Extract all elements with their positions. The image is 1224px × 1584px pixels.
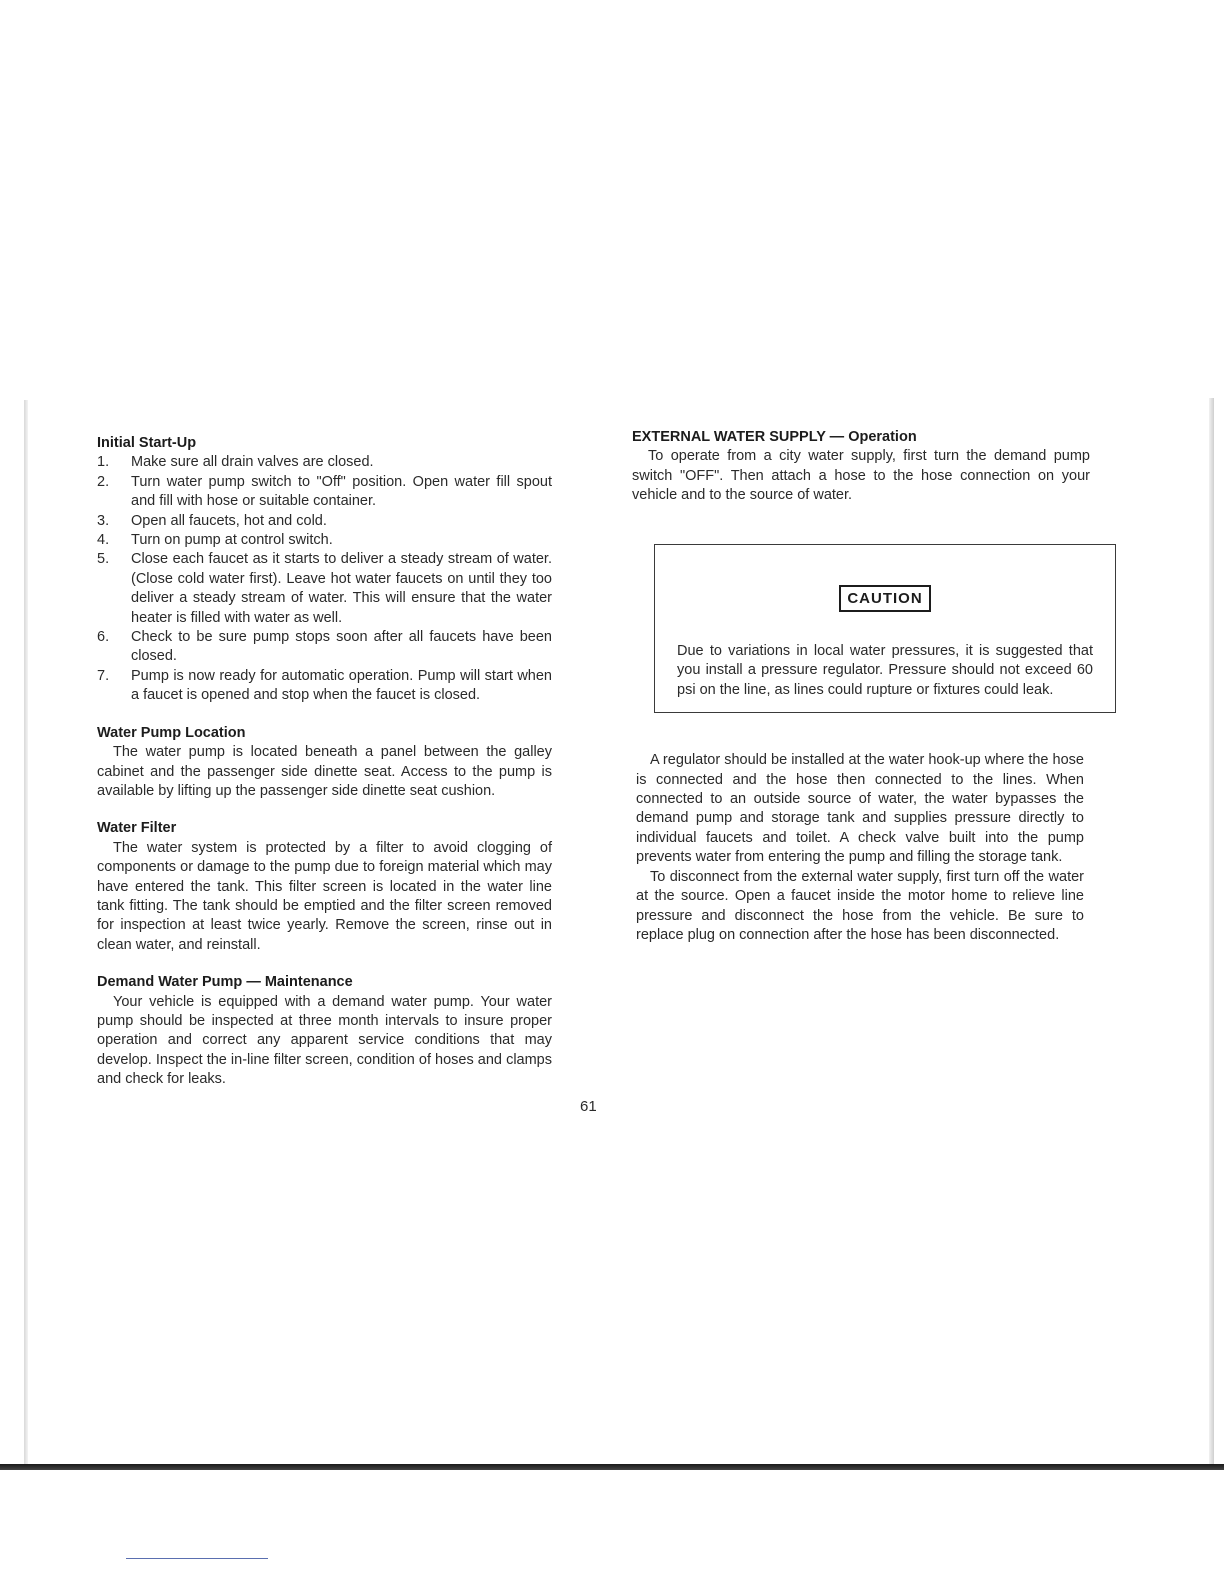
list-item: 1. Make sure all drain valves are closed.: [97, 454, 374, 471]
pump-location-heading: Water Pump Location: [97, 724, 246, 741]
page-left-edge-shadow: [24, 400, 28, 1465]
caution-text: Due to variations in local water pressures, it is suggested that you install a pressure regulator. Pressure should not exceed 60 psi on the line, as lines could rupture or fixtures could leak.: [677, 643, 1093, 698]
page-right-edge-shadow: [1209, 398, 1214, 1468]
water-filter-heading: Water Filter: [97, 820, 177, 837]
bottom-edge-bar: [0, 1464, 1224, 1470]
list-item: 5. Close each faucet as it starts to deliver a steady stream of water. (Close cold water first). Leave hot water faucets on until they too deliver a steady stream of water. This will ensure that the water heater is filled with water as well.: [97, 551, 552, 626]
list-item: 3. Open all faucets, hot and cold.: [97, 512, 327, 529]
initial-startup-section: [97, 434, 552, 706]
caution-box: [654, 544, 1116, 714]
right-column: [632, 428, 1093, 945]
water-filter-section: [97, 819, 552, 955]
maintenance-text: Your vehicle is equipped with a demand water pump. Your water pump should be inspected at three month intervals to insure proper operation and correct any apparent service conditions that may develop. Inspect the in-line filter screen, condition of hoses and clamps and check for leaks.: [97, 993, 552, 1088]
list-item: 2. Turn water pump switch to "Off" position. Open water fill spout and fill with hose or suitable container.: [97, 473, 552, 510]
maintenance-section: [97, 973, 552, 1089]
list-item: 6. Check to be sure pump stops soon after all faucets have been closed.: [97, 629, 552, 665]
startup-steps-list: [97, 453, 552, 705]
initial-startup-heading: Initial Start-Up: [97, 435, 197, 451]
page-number: 61: [580, 1098, 597, 1115]
external-supply-text: To operate from a city water supply, first turn the demand pump switch "OFF". Then attach a hose to the hose connection on your vehicle and to the source of water.: [632, 448, 1090, 504]
disconnect-text: To disconnect from the external water supply, first turn off the water at the source. Open a faucet inside the motor home to relieve line pressure and disconnect the hose from the vehicle. Be sure to replace plug on connection after the hose has been disconnected.: [636, 868, 1084, 943]
list-item: 7. Pump is now ready for automatic operation. Pump will start when a faucet is opened and stop when the faucet is closed.: [97, 667, 552, 704]
external-supply-heading: EXTERNAL WATER SUPPLY — Operation: [632, 429, 917, 445]
list-item: 4. Turn on pump at control switch.: [97, 532, 333, 549]
water-filter-text: The water system is protected by a filter to avoid clogging of components or damage to the pump due to foreign material which may have entered the tank. This filter screen is located in the water line tank fitting. The tank should be emptied and the filter screen removed for inspection at least twice yearly. Remove the screen, rinse out in clean water, and reinstall.: [97, 839, 552, 953]
left-column: [97, 434, 552, 1108]
regulator-text: A regulator should be installed at the water hook-up where the hose is connected and the hose then connected to the lines. When connected to an outside source of water, the water bypasses the demand pump and storage tank and supplies pressure directly to individual faucets and toilet. A check valve built into the pump prevents water from entering the pump and filling the storage tank.: [636, 752, 1084, 866]
pump-location-text: The water pump is located beneath a panel between the galley cabinet and the passenger side dinette seat. Access to the pump is available by lifting up the passenger side dinette seat cushion.: [97, 744, 552, 799]
maintenance-heading: Demand Water Pump — Maintenance: [97, 974, 353, 991]
scan-underline-mark: [126, 1558, 268, 1559]
caution-label: CAUTION: [839, 585, 930, 612]
pump-location-section: [97, 724, 552, 802]
